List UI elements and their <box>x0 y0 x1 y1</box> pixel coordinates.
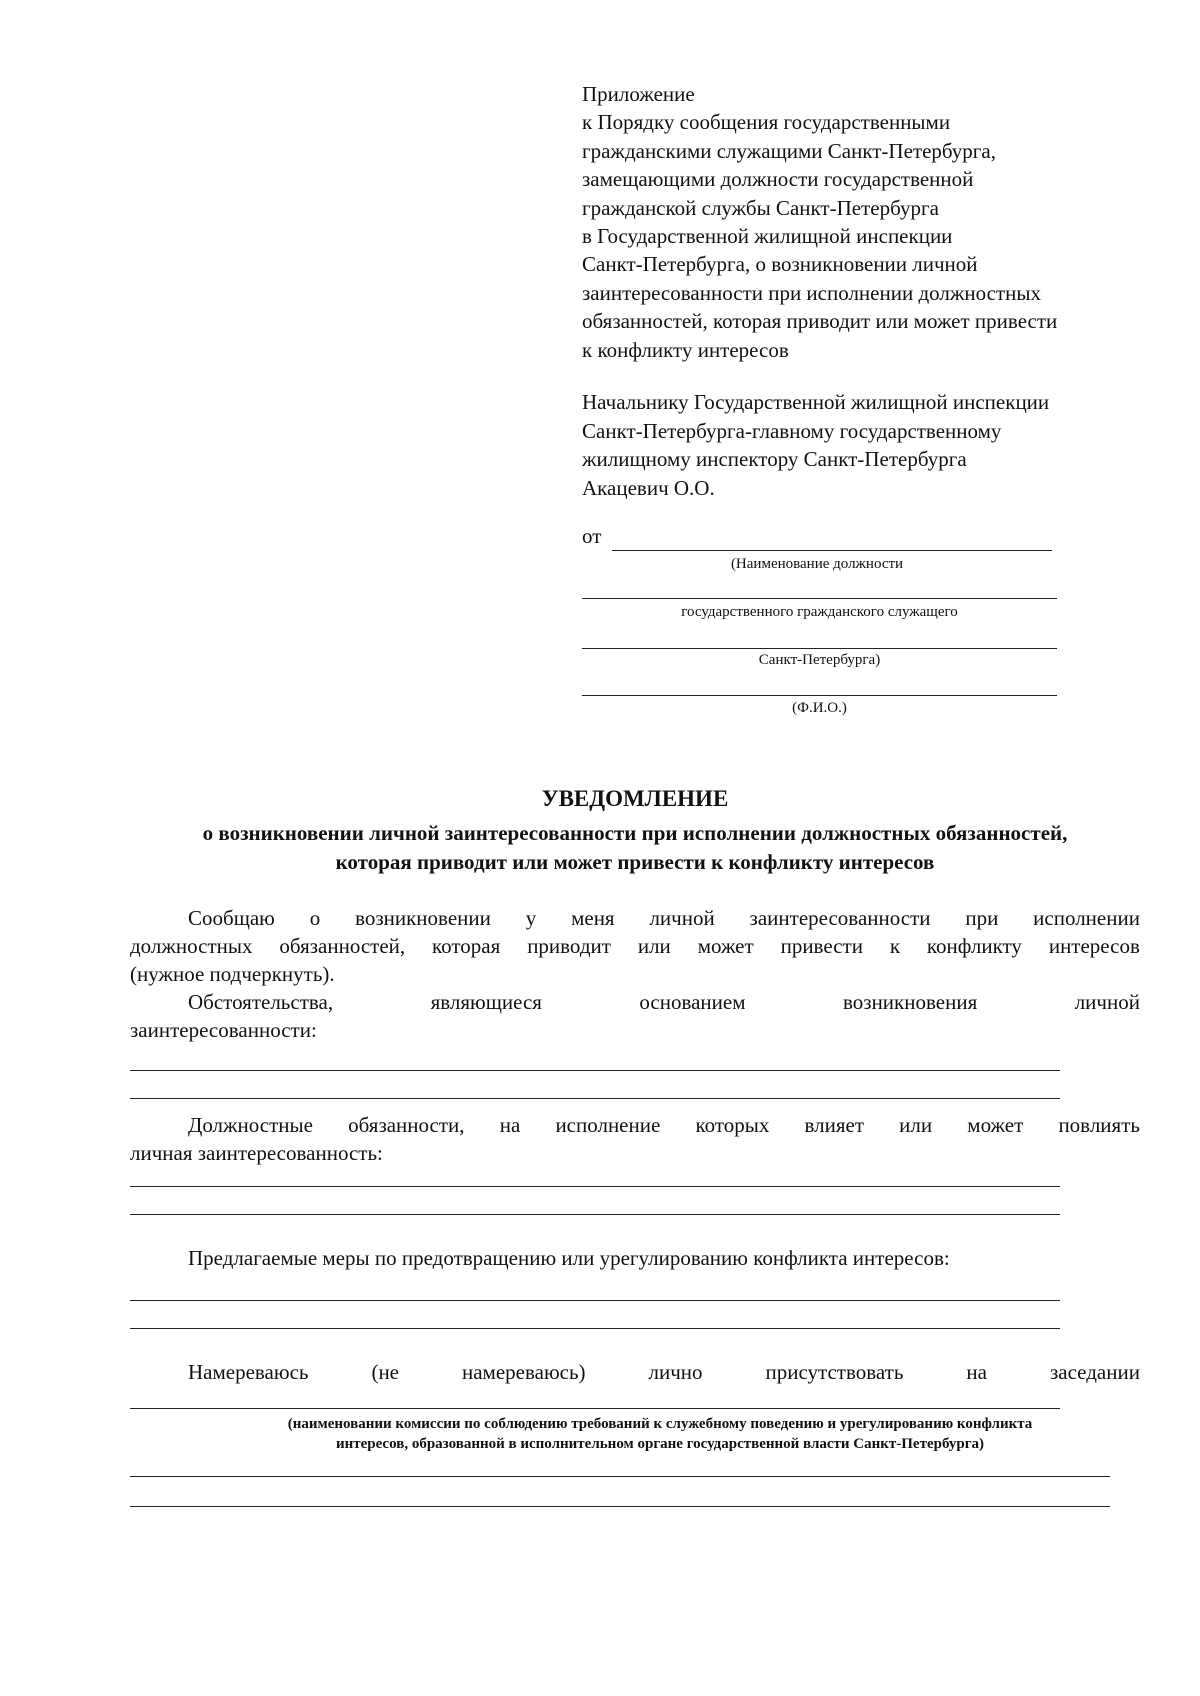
word: присутствовать <box>765 1360 904 1384</box>
sender-block <box>0 0 1200 720</box>
position-caption: (Наименование должности <box>730 556 904 572</box>
addressee-line: Начальнику Государственной жилищной инспекции <box>582 390 1050 414</box>
word: являющиеся <box>430 990 542 1014</box>
addressee-line: Санкт-Петербурга-главному государственному <box>582 418 1002 443</box>
appendix-line: в Государственной жилищной инспекции <box>582 224 953 249</box>
fio-caption: (Ф.И.О.) <box>792 700 847 716</box>
p5-line-1 <box>188 1360 1140 1385</box>
notice-subtitle <box>130 819 1140 877</box>
word: основанием <box>639 990 746 1014</box>
circumstances-field-2[interactable] <box>130 1098 1060 1099</box>
duties-field-1[interactable] <box>130 1186 1060 1187</box>
appendix-line: гражданской службы Санкт-Петербурга <box>582 195 939 220</box>
word: привести <box>780 934 863 958</box>
word: или <box>899 1113 933 1137</box>
word: обязанностей, <box>279 934 406 958</box>
appendix-line: обязанностей, которая приводит или может привести <box>582 309 1058 334</box>
word: заинтересованности <box>749 906 931 930</box>
p1-line-2 <box>130 934 1140 959</box>
word: конфликту <box>926 934 1022 958</box>
word: на <box>966 1360 987 1384</box>
city-field[interactable] <box>582 648 1057 649</box>
addressee-line: жилищному инспектору Санкт-Петербурга <box>582 447 967 471</box>
word: Обстоятельства, <box>188 990 334 1014</box>
word: Сообщаю <box>188 906 275 930</box>
word: которых <box>695 1113 770 1137</box>
word: меня <box>571 906 615 930</box>
subtitle-line-1: о возникновении личной заинтересованности при исполнении должностных обязанностей, <box>202 821 1068 845</box>
word: Намереваюсь <box>188 1360 309 1384</box>
word: повлиять <box>1058 1113 1140 1137</box>
word: исполнении <box>1033 906 1140 930</box>
extra-field-1[interactable] <box>130 1476 1110 1477</box>
word: которая <box>432 934 501 958</box>
word: может <box>697 934 754 958</box>
word: на <box>499 1113 521 1137</box>
word: личной <box>649 906 715 930</box>
word: интересов <box>1048 934 1140 958</box>
word: приводит <box>527 934 611 958</box>
appendix-line: к конфликту интересов <box>582 337 789 362</box>
word: возникновения <box>843 990 978 1014</box>
appendix-line: заинтересованности при исполнении должностных <box>582 280 1041 305</box>
word: влияет <box>804 1113 864 1137</box>
p3-line-2: личная заинтересованность: <box>130 1141 383 1165</box>
commission-caption-line-2: интересов, образованной в исполнительном органе государственной власти Санкт-Петербурга) <box>335 1436 985 1452</box>
measures-field-1[interactable] <box>130 1300 1060 1301</box>
word: обязанности, <box>348 1113 465 1137</box>
servant-caption: государственного гражданского служащего <box>681 604 958 620</box>
word: должностных <box>130 934 253 958</box>
appendix-line: замещающими должности государственной <box>582 167 974 192</box>
measures-field-2[interactable] <box>130 1328 1060 1329</box>
word: (не <box>371 1360 400 1384</box>
from-label: от <box>582 524 602 548</box>
circumstances-field-1[interactable] <box>130 1070 1060 1071</box>
commission-caption-line-1: (наименовании комиссии по соблюдению требований к служебному поведению и урегулированию конфликта <box>287 1416 1033 1432</box>
word: Должностные <box>188 1113 313 1137</box>
p1-line-3: (нужное подчеркнуть). <box>130 962 335 986</box>
word: или <box>637 934 671 958</box>
subtitle-line-2: которая приводит или может привести к конфликту интересов <box>335 850 935 874</box>
commission-field[interactable] <box>130 1408 1060 1409</box>
word: личной <box>1074 990 1140 1014</box>
servant-field[interactable] <box>582 598 1057 599</box>
appendix-line: Санкт-Петербурга, о возникновении личной <box>582 252 978 277</box>
appendix-line: гражданскими служащими Санкт-Петербурга, <box>582 138 996 163</box>
position-field[interactable] <box>612 550 1052 551</box>
city-caption: Санкт-Петербурга) <box>758 652 881 668</box>
addressee-line: Акацевич О.О. <box>582 475 715 500</box>
p1-line-1 <box>188 906 1140 931</box>
notice-title: УВЕДОМЛЕНИЕ <box>541 786 729 811</box>
p2-line-2: заинтересованности: <box>130 1018 317 1042</box>
word: к <box>889 934 901 958</box>
word: заседании <box>1049 1360 1140 1384</box>
word: возникновении <box>355 906 491 930</box>
word: лично <box>648 1360 703 1384</box>
p3-line-1 <box>188 1113 1140 1138</box>
word: исполнение <box>555 1113 661 1137</box>
p2-line-1 <box>188 990 1140 1015</box>
duties-field-2[interactable] <box>130 1214 1060 1215</box>
appendix-line: к Порядку сообщения государственными <box>582 110 951 135</box>
word: у <box>525 906 537 930</box>
word: при <box>965 906 999 930</box>
word: может <box>967 1113 1024 1137</box>
p4-line-1: Предлагаемые меры по предотвращению или урегулированию конфликта интересов: <box>188 1246 950 1270</box>
appendix-line: Приложение <box>582 82 695 106</box>
word: намереваюсь) <box>462 1360 586 1384</box>
fio-field[interactable] <box>582 695 1057 696</box>
word: о <box>309 906 321 930</box>
extra-field-2[interactable] <box>130 1506 1110 1507</box>
